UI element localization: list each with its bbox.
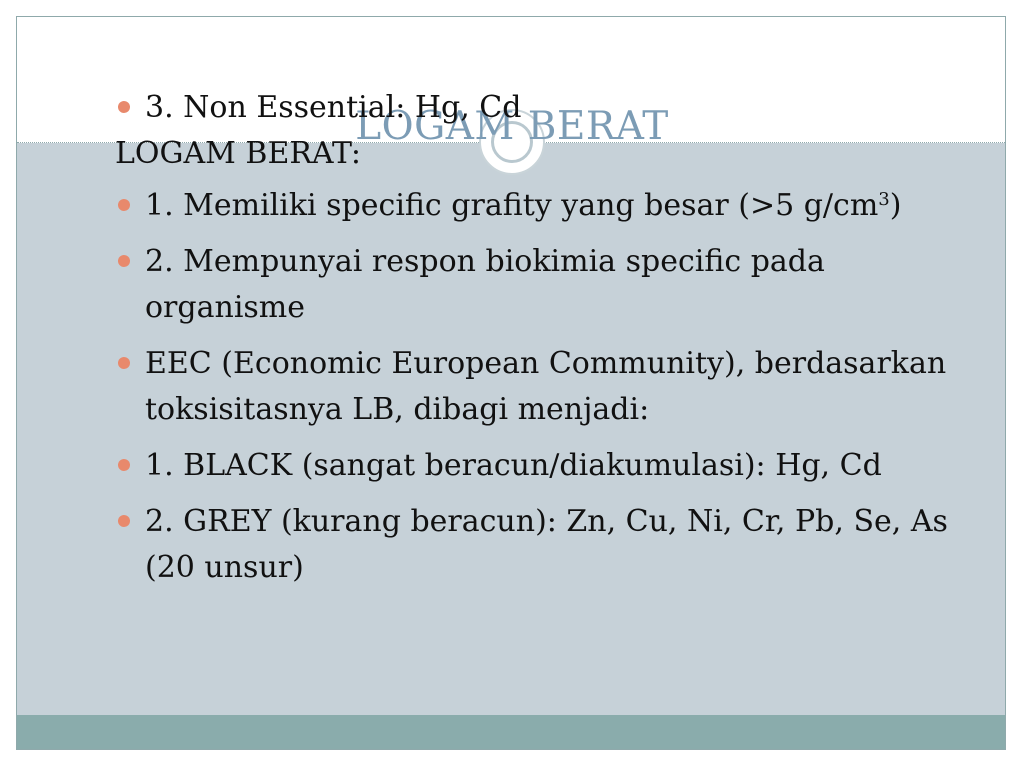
round-bullet-icon bbox=[118, 459, 130, 471]
section-label bbox=[115, 131, 975, 177]
round-bullet-icon bbox=[118, 199, 130, 211]
round-bullet-icon bbox=[118, 515, 130, 527]
round-bullet-icon bbox=[118, 255, 130, 267]
section-label-text: LOGAM BERAT: bbox=[115, 136, 362, 171]
bullet-text: 2. Mempunyai respon biokimia specific pada organisme bbox=[145, 244, 825, 325]
bullet-text: 2. GREY (kurang beracun): Zn, Cu, Ni, Cr, Pb, Se, As (20 unsur) bbox=[145, 504, 948, 585]
bullet-item bbox=[115, 85, 975, 131]
slide-content bbox=[115, 85, 975, 601]
bullet-item bbox=[115, 499, 975, 591]
slide-title: LOGAM BERAT bbox=[355, 104, 669, 149]
superscript: 3 bbox=[878, 189, 890, 210]
bullet-item bbox=[115, 183, 975, 229]
slide bbox=[16, 16, 1006, 750]
bullet-text: 1. Memiliki specific grafity yang besar (>5 g/cm bbox=[145, 188, 879, 223]
round-bullet-icon bbox=[118, 357, 130, 369]
bullet-text-after: ) bbox=[889, 188, 902, 223]
bullet-text: EEC (Economic European Community), berdasarkan toksisitasnya LB, dibagi menjadi: bbox=[145, 346, 947, 427]
bullet-text: 3. Non Essential: Hg, Cd bbox=[145, 90, 522, 125]
bullet-item bbox=[115, 239, 975, 331]
bullet-text: 1. BLACK (sangat beracun/diakumulasi): Hg, Cd bbox=[145, 448, 882, 483]
bullet-item bbox=[115, 443, 975, 489]
footer-band bbox=[17, 715, 1005, 749]
bullet-item bbox=[115, 341, 975, 433]
round-bullet-icon bbox=[118, 101, 130, 113]
